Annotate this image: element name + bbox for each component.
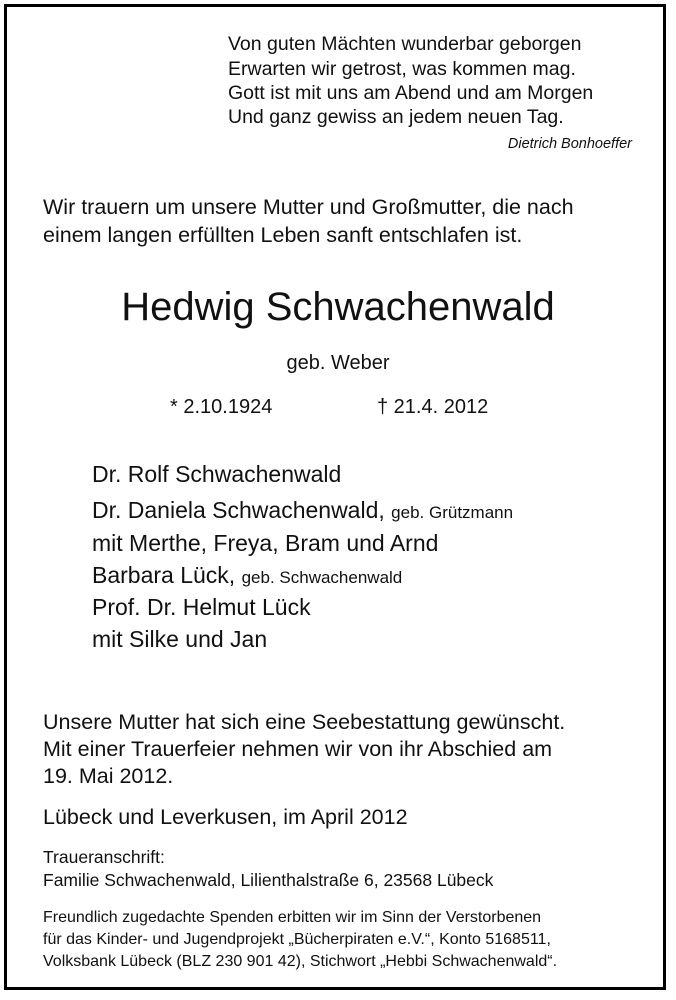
address-value: Familie Schwachenwald, Lilienthalstraße 6, 23568 Lübeck <box>43 870 494 890</box>
address-label: Traueranschrift: <box>43 847 165 867</box>
family-member-note: geb. Grützmann <box>391 503 514 522</box>
family-member <box>92 596 311 619</box>
family-member <box>92 564 402 587</box>
notice-line: Mit einer Trauerfeier nehmen wir von ihr Abschied am <box>43 737 553 761</box>
poem-line: Und ganz gewiss an jedem neuen Tag. <box>228 106 564 128</box>
family-member-name: Prof. Dr. Helmut Lück <box>92 594 311 620</box>
place-date: Lübeck und Leverkusen, im April 2012 <box>43 805 408 829</box>
family-member-note: geb. Schwachenwald <box>241 568 403 587</box>
maiden-name: geb. Weber <box>286 352 390 374</box>
poem-line: Gott ist mit uns am Abend und am Morgen <box>228 82 594 104</box>
death-date: † 21.4. 2012 <box>377 396 489 418</box>
poem-line: Von guten Mächten wunderbar geborgen <box>228 33 582 55</box>
family-member <box>92 628 267 651</box>
donation-line: für das Kinder- und Jugendprojekt „Bücherpiraten e.V.“, Konto 5168511, <box>43 931 551 948</box>
donation-line: Freundlich zugedachte Spenden erbitten wir im Sinn der Verstorbenen <box>43 909 542 926</box>
family-member-name: Dr. Rolf Schwachenwald <box>92 461 342 487</box>
intro-line: Wir trauern um unsere Mutter und Großmutter, die nach <box>43 195 574 219</box>
family-member <box>92 532 438 555</box>
family-member-name: Barbara Lück, <box>92 562 236 588</box>
family-member <box>92 499 513 522</box>
donation-line: Volksbank Lübeck (BLZ 230 901 42), Stichwort „Hebbi Schwachenwald“. <box>43 953 558 970</box>
family-member <box>92 463 341 486</box>
poem-line: Erwarten wir getrost, was kommen mag. <box>228 58 576 80</box>
birth-date: * 2.10.1924 <box>170 396 273 418</box>
family-member-name: mit Merthe, Freya, Bram und Arnd <box>92 530 439 556</box>
family-member-name: Dr. Daniela Schwachenwald, <box>92 497 385 523</box>
family-member-name: mit Silke und Jan <box>92 626 268 652</box>
notice-line: 19. Mai 2012. <box>43 764 174 788</box>
notice-line: Unsere Mutter hat sich eine Seebestattung gewünscht. <box>43 710 566 734</box>
intro-line: einem langen erfüllten Leben sanft entschlafen ist. <box>43 223 523 247</box>
deceased-name: Hedwig Schwachenwald <box>121 285 555 329</box>
poem-author: Dietrich Bonhoeffer <box>507 136 632 152</box>
